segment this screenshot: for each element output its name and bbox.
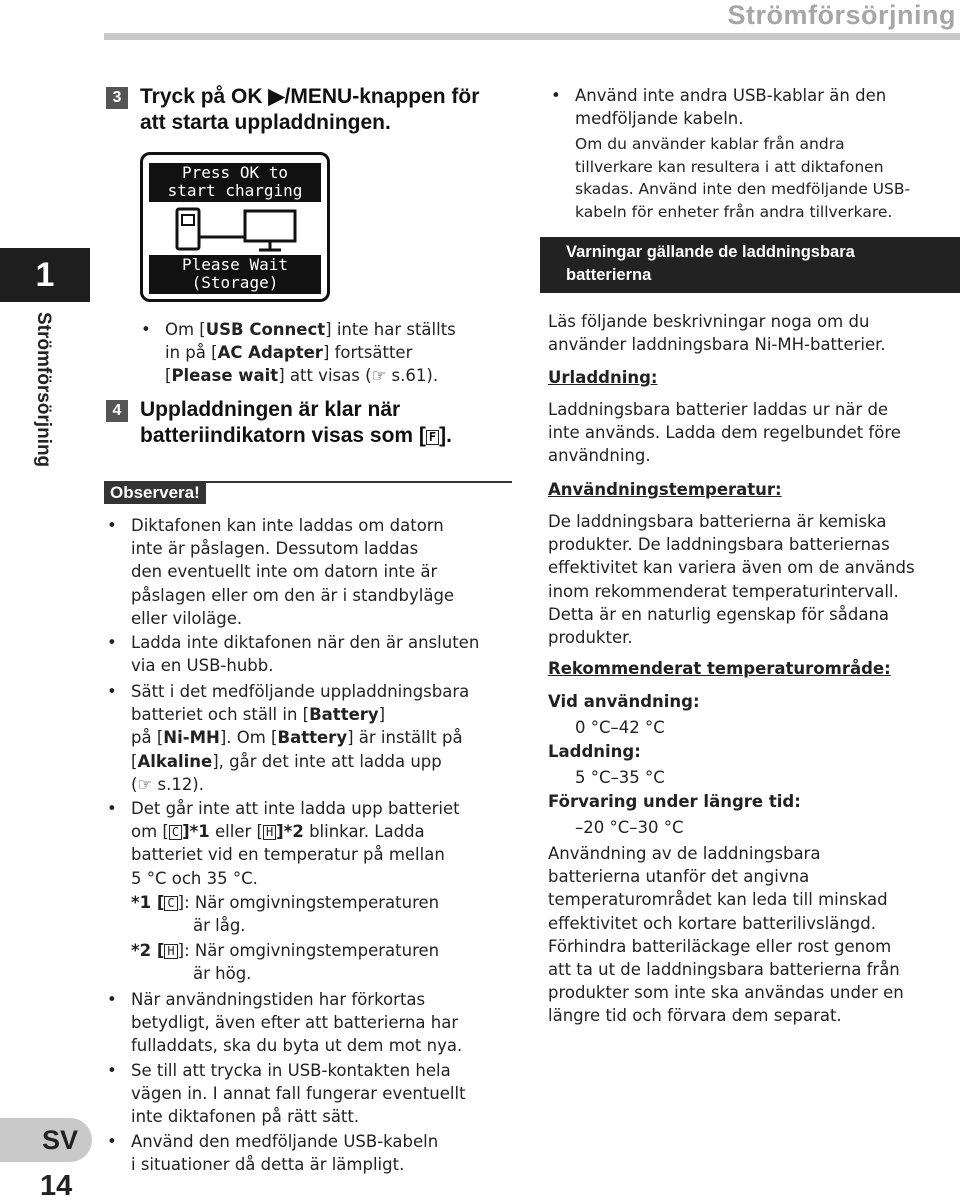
page-header-title: Strömförsörjning <box>727 0 956 30</box>
section-side-text: Strömförsörjning <box>33 312 54 468</box>
battery-cold-icon: C <box>164 896 177 911</box>
use-label: Vid användning: <box>548 692 700 711</box>
step-4-heading: Uppladdningen är klar när batteriindikatorn visas som [ F ]. <box>140 398 452 447</box>
storage-range: –20 °C–30 °C <box>575 818 684 837</box>
observera-bullet-1: • Diktafonen kan inte laddas om datorn inte är påslagen. Dessutom laddas den eventuellt inte om datorn inte är påslagen eller om den är i standbyläge eller viloläge. <box>131 514 454 630</box>
discharge-text: Laddningsbara batterier laddas ur när de inte används. Ladda dem regelbundet före användning. <box>548 400 901 466</box>
usb-cable-note: Om du använder kablar från andra tillverkare kan resultera i att diktafonen skadas. Använd inte den medföljande USB- kabeln för enheter från andra tillverkare. <box>575 135 911 221</box>
footnote-2: *2 [ H ]: När omgivningstemperaturen är hög. <box>131 941 440 984</box>
header-rule <box>104 33 960 40</box>
battery-cold-icon: C <box>169 825 182 840</box>
charge-range: 5 °C–35 °C <box>575 768 665 787</box>
temperature-warning-text: Användning av de laddningsbara batterierna utanför det angivna temperaturområdet kan leda till minskad effektivitet och kortare batterilivslängd. Förhindra batteriläckage eller rost genom att ta ut de laddningsbara batterierna från produkter som inte ska användas under en längre tid och förvara dem separat. <box>548 844 904 1026</box>
battery-warning-heading <box>540 237 960 293</box>
step-3-heading <box>140 84 479 136</box>
lcd-bottom-message <box>149 255 321 294</box>
battery-full-icon: F <box>426 430 439 445</box>
recorder-display-illustration <box>140 152 330 302</box>
storage-label: Förvaring under längre tid: <box>548 792 801 811</box>
observera-bullet-2: • Ladda inte diktafonen när den är ansluten via en USB-hubb. <box>131 631 479 677</box>
step-4-line1: Uppladdningen är klar när <box>140 398 401 421</box>
page-number: 14 <box>40 1170 73 1202</box>
section-side-label <box>18 312 58 492</box>
lcd-top-line1: Press OK to <box>182 163 288 182</box>
step-3-line2: att starta uppladdningen. <box>140 111 391 134</box>
use-range: 0 °C–42 °C <box>575 718 665 737</box>
operating-temp-heading: Användningstemperatur: <box>548 480 782 499</box>
charge-label: Laddning: <box>548 742 641 761</box>
usb-connect-note: • Om [USB Connect] inte har ställts in på [AC Adapter] fortsätter [Please wait] att visas (☞ s.61). <box>165 318 456 388</box>
observera-bullet-7: • Använd den medföljande USB-kabeln i situationer då detta är lämpligt. <box>131 1130 438 1176</box>
step-3-line1: Tryck på OK ▶/MENU-knappen för <box>140 85 480 108</box>
battery-hot-icon: H <box>263 825 276 840</box>
operating-temp-text: De laddningsbara batterierna är kemiska produkter. De laddningsbara batteriernas effektivitet kan variera även om de används inom rekommenderat temperaturintervall. Detta är en naturlig egenskap för sådana produkter. <box>548 512 915 648</box>
observera-bullet-3: • Sätt i det medföljande uppladdningsbara batteriet och ställ in [Battery] på [Ni-MH]. Om [Battery] är inställt på [Alkaline], går det inte att ladda upp (☞ s.12). <box>131 680 469 796</box>
step-4-number: 4 <box>106 400 128 422</box>
step-3-number: 3 <box>106 87 128 109</box>
battery-hot-icon: H <box>164 944 177 959</box>
observera-label: Observera! <box>104 482 206 504</box>
warning-title-line2: batterierna <box>566 266 652 284</box>
usb-connection-icon <box>173 207 303 253</box>
warning-intro: Läs följande beskrivningar noga om du använder laddningsbara Ni-MH-batterier. <box>548 312 886 355</box>
recommended-temp-heading: Rekommenderat temperaturområde: <box>548 659 891 678</box>
warning-title-line1: Varningar gällande de laddningsbara <box>566 243 855 261</box>
observera-bullet-5: • När användningstiden har förkortas betydligt, även efter att batterierna har fulladdats, ska du byta ut dem mot nya. <box>131 988 462 1058</box>
observera-bullet-4: • Det går inte att inte ladda upp batteriet om [ C ]*1 eller [ H ]*2 blinkar. Ladda batteriet vid en temperatur på mellan 5 °C och 35 °C. <box>131 797 460 890</box>
lcd-bottom-line1: Please Wait <box>182 255 288 274</box>
lcd-top-message <box>149 163 321 202</box>
language-badge: SV <box>0 1118 92 1162</box>
lcd-top-line2: start charging <box>167 181 303 200</box>
observera-bullet-6: • Se till att trycka in USB-kontakten hela vägen in. I annat fall fungerar eventuellt inte diktafonen på rätt sätt. <box>131 1059 466 1129</box>
footnote-1: *1 [ C ]: När omgivningstemperaturen är låg. <box>131 893 440 936</box>
lcd-bottom-line2: (Storage) <box>191 273 279 292</box>
chapter-number: 1 <box>0 248 90 302</box>
discharge-heading: Urladdning: <box>548 368 658 387</box>
usb-cable-bullet: • Använd inte andra USB-kablar än den medföljande kabeln. <box>575 84 886 130</box>
